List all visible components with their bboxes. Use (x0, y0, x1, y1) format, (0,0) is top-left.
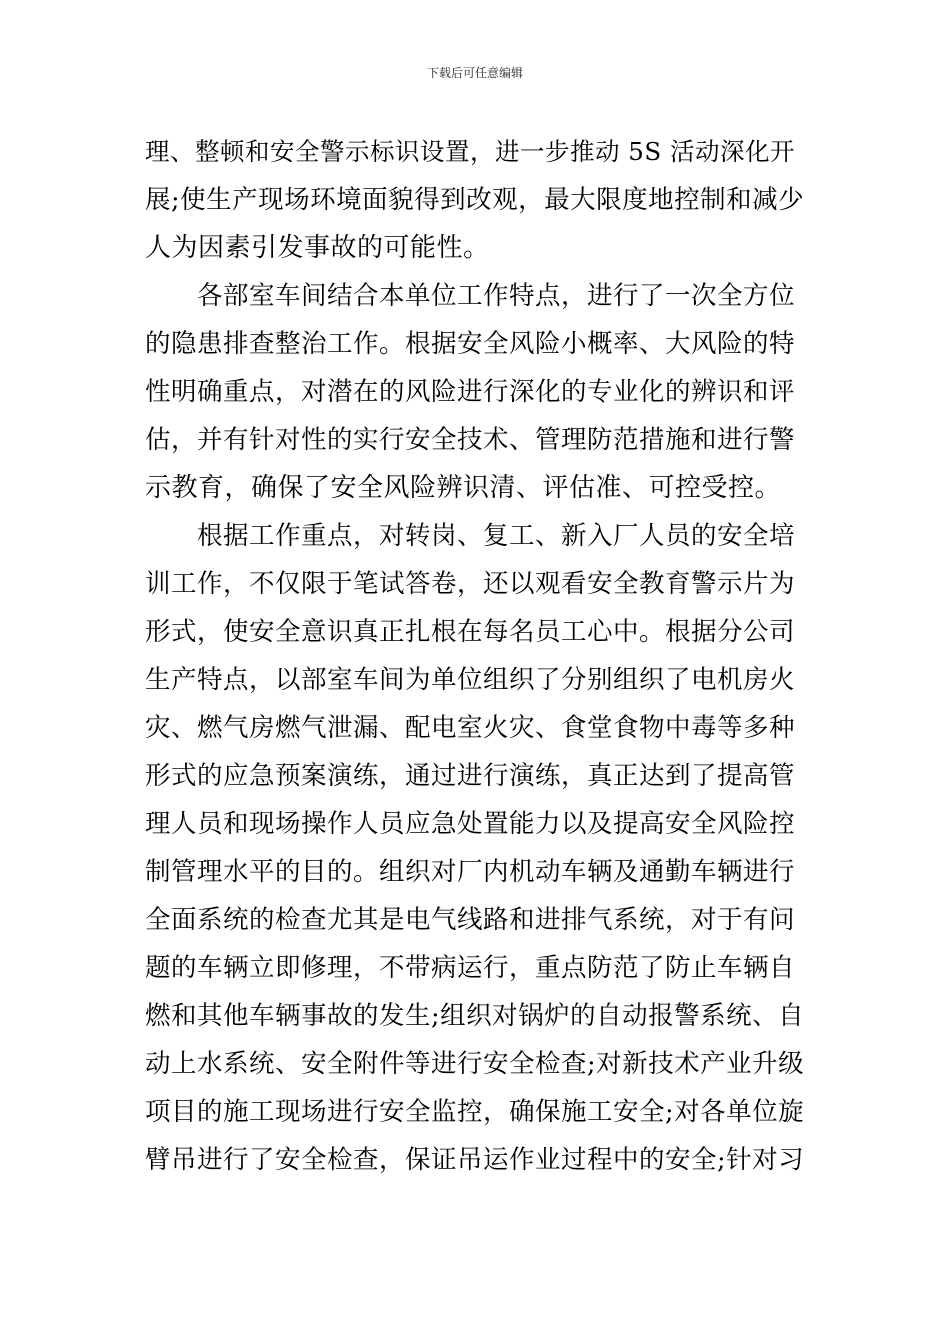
body-text (145, 128, 805, 1184)
text-line: 灾、燃气房燃气泄漏、配电室火灾、食堂食物中毒等多种 (145, 713, 796, 743)
text-line: 题的车辆立即修理，不带病运行，重点防范了防止车辆自 (145, 953, 796, 983)
text-line: 各部室车间结合本单位工作特点，进行了一次全方位 (197, 281, 796, 311)
text-line: 形式，使安全意识真正扎根在每名员工心中。根据分公司 (145, 617, 796, 647)
text-line: 臂吊进行了安全检查，保证吊运作业过程中的安全;针对习 (145, 1145, 805, 1175)
text-line: 展;使生产现场环境面貌得到改观，最大限度地控制和减少 (145, 185, 805, 215)
text-line: 估，并有针对性的实行安全技术、管理防范措施和进行警 (145, 425, 796, 455)
text-line: 训工作，不仅限于笔试答卷，还以观看安全教育警示片为 (145, 569, 796, 599)
text-line: 人为因素引发事故的可能性。 (145, 233, 490, 263)
text-line: 形式的应急预案演练，通过进行演练，真正达到了提高管 (145, 761, 796, 791)
text-line: 性明确重点，对潜在的风险进行深化的专业化的辨识和评 (145, 377, 796, 407)
page-header: 下载后可任意编辑 (426, 66, 523, 80)
text-line: 理、整顿和安全警示标识设置，进一步推动 5S 活动深化开 (145, 137, 795, 166)
text-line: 制管理水平的目的。组织对厂内机动车辆及通勤车辆进行 (145, 857, 796, 887)
text-line: 项目的施工现场进行安全监控，确保施工安全;对各单位旋 (145, 1097, 805, 1127)
text-line: 全面系统的检查尤其是电气线路和进排气系统，对于有问 (145, 905, 796, 935)
text-line: 动上水系统、安全附件等进行安全检查;对新技术产业升级 (145, 1049, 805, 1079)
text-line: 生产特点，以部室车间为单位组织了分别组织了电机房火 (145, 665, 796, 695)
text-line: 理人员和现场操作人员应急处置能力以及提高安全风险控 (145, 809, 796, 839)
text-line: 燃和其他车辆事故的发生;组织对锅炉的自动报警系统、自 (145, 1001, 805, 1031)
text-line: 的隐患排查整治工作。根据安全风险小概率、大风险的特 (145, 329, 796, 359)
text-line: 示教育，确保了安全风险辨识清、评估准、可控受控。 (145, 473, 782, 503)
text-line: 根据工作重点，对转岗、复工、新入厂人员的安全培 (197, 521, 796, 551)
